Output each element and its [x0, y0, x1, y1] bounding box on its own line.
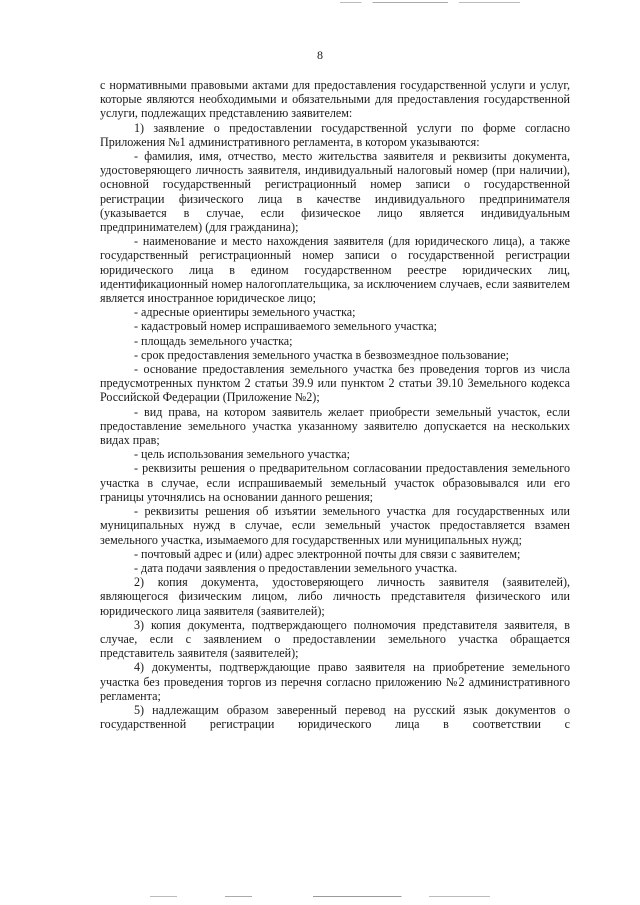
paragraph: - вид права, на котором заявитель желает приобрести земельный участок, если предоставление земельного участка указанному заявителю допускается на нескольких видах прав;	[100, 404, 570, 448]
paragraph: - цель использования земельного участка;	[134, 447, 350, 462]
paragraph: - основание предоставления земельного участка без проведения торгов из числа предусмотренных пунктом 2 статьи 39.9 или пунктом 2 статьи 39.10 Земельного кодекса Российской Федерации (Приложение №2);	[100, 362, 570, 405]
paragraph: 3) копия документа, подтверждающего полномочия представителя заявителя, в случае, если с заявлением о предоставлении земельного участка обращается представитель заявителя (заявителей);	[100, 617, 570, 661]
paragraph: - фамилия, имя, отчество, место жительства заявителя и реквизиты документа, удостоверяющего личность заявителя, индивидуальный налоговый номер (при наличии), основной государственный регистрационный номер записи о государственной регистрации физического лица в качестве индивидуального предпринимателя (указывается в случае, если физическое лицо является индивидуальным предпринимателем) (для гражданина);	[100, 149, 570, 235]
paragraph: с нормативными правовыми актами для предоставления государственной услуги и услуг, которые являются необходимыми и обязательными для предоставления государственной услуги, подлежащих представлению заявителем:	[100, 78, 570, 121]
paragraph: - дата подачи заявления о предоставлении земельного участка.	[134, 560, 458, 575]
paragraph: - кадастровый номер испрашиваемого земельного участка;	[134, 319, 437, 334]
scan-artifact-top	[340, 2, 520, 3]
paragraph: 4) документы, подтверждающие право заявителя на приобретение земельного участка без проведения торгов из перечня согласно приложению №2 административного регламента;	[100, 660, 570, 703]
page-number: 8	[317, 48, 323, 62]
paragraph: - площадь земельного участка;	[134, 333, 293, 348]
scan-artifact-bottom	[150, 896, 490, 897]
paragraph: 1) заявление о предоставлении государственной услуги по форме согласно Приложения №1 административного регламента, в котором указываются:	[100, 120, 570, 149]
paragraph: - адресные ориентиры земельного участка;	[134, 305, 356, 320]
paragraph: - реквизиты решения об изъятии земельного участка для государственных или муниципальных нужд в случае, если земельный участок предоставляется взамен земельного участка, изымаемого для государственных или муниципальных нужд;	[100, 504, 570, 547]
paragraph: - почтовый адрес и (или) адрес электронной почты для связи с заявителем;	[134, 546, 521, 561]
paragraph: - реквизиты решения о предварительном согласовании предоставления земельного участка в случае, если испрашиваемый земельный участок образовывался или его границы уточнялись на основании данного решения;	[100, 461, 570, 504]
document-body	[100, 78, 570, 731]
paragraph: - срок предоставления земельного участка в безвозмездное пользование;	[134, 347, 509, 362]
paragraph: 2) копия документа, удостоверяющего личность заявителя (заявителей), являющегося физическим лицом, либо личность представителя физического или юридического лица заявителя (заявителей);	[100, 575, 570, 618]
paragraph: - наименование и место нахождения заявителя (для юридического лица), а также государственный регистрационный номер записи о государственной регистрации юридического лица в едином государственном реестре юридических лиц, идентификационный номер налогоплательщика, за исключением случаев, если заявителем является иностранное юридическое лицо;	[100, 234, 570, 306]
paragraph: 5) надлежащим образом заверенный перевод на русский язык документов о государственной регистрации юридического лица в соответствии с	[100, 702, 570, 732]
